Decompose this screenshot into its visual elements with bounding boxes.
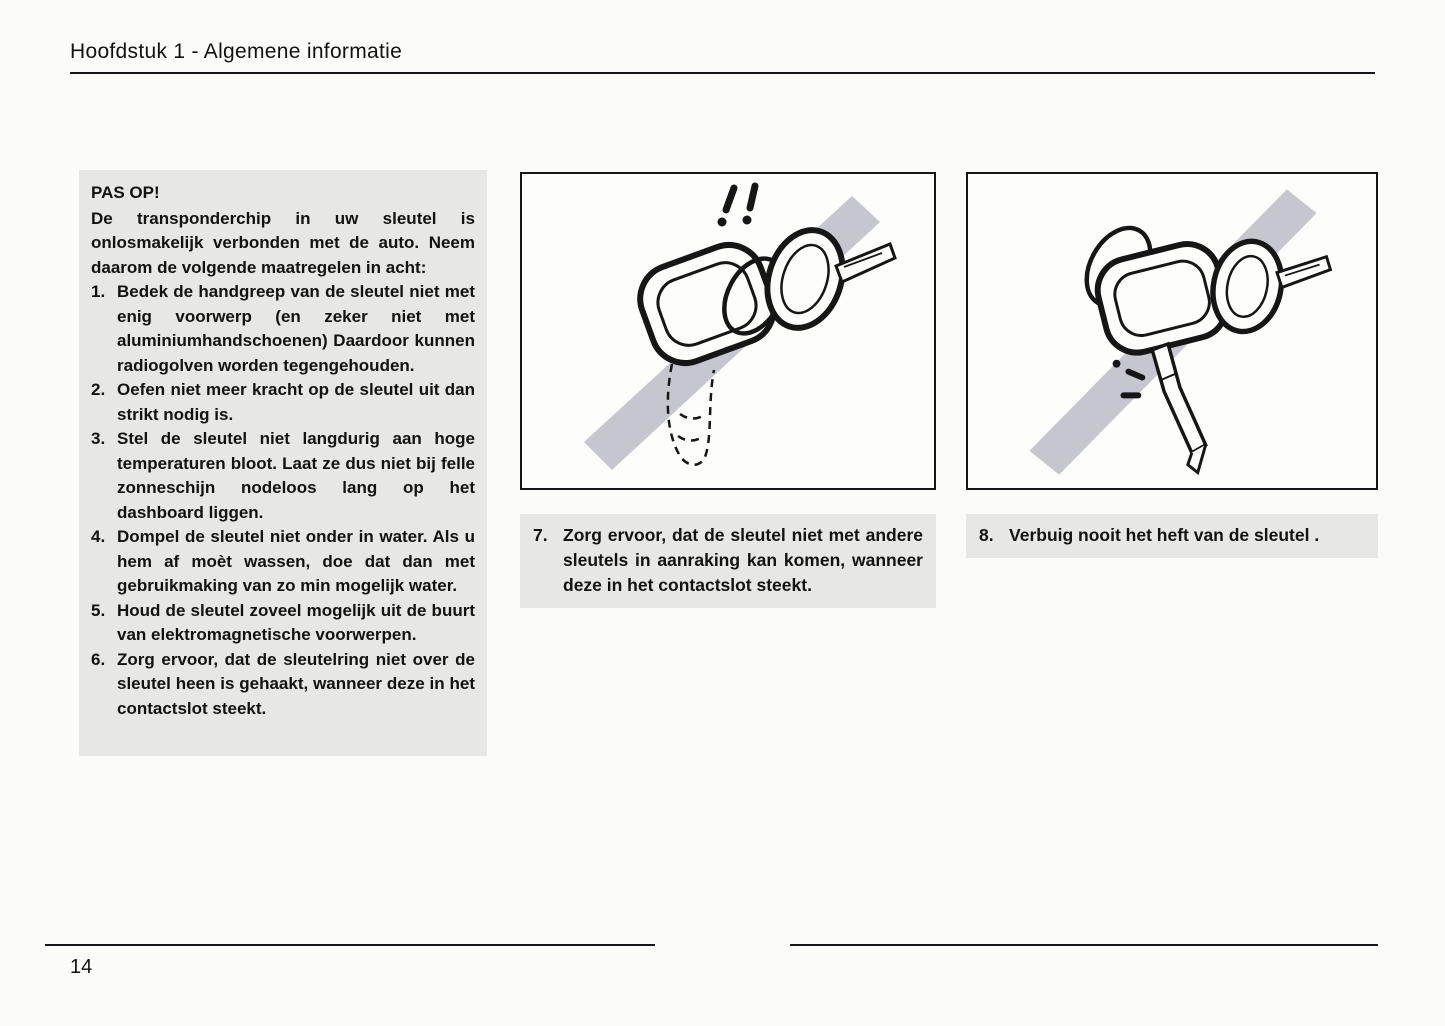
item-text: Bedek de handgreep van de sleutel niet met enig voorwerp (en zeker niet met aluminiumhandschoenen) Daardoor kunnen radiogolven worden tegengehouden. [117,282,475,375]
caption-number: 8. [979,525,994,545]
footer-rule-right [790,944,1378,946]
two-keys-touching-warning-illustration [522,174,934,488]
header-rule [70,72,1375,74]
warning-item [91,378,475,427]
figure-8-frame [966,172,1378,490]
warning-box [79,170,487,756]
figure-8-caption [966,514,1378,558]
bent-key-warning-illustration [968,174,1376,488]
warning-list [91,280,475,721]
warning-item [91,280,475,378]
item-number: 3. [91,429,106,448]
item-number: 2. [91,380,106,399]
caption-number: 7. [533,525,548,545]
figure-7-frame [520,172,936,490]
warning-intro: De transponderchip in uw sleutel is onlosmakelijk verbonden met de auto. Neem daarom de volgende maatregelen in acht: [91,208,475,277]
page-number: 14 [70,956,93,978]
item-text: Oefen niet meer kracht op de sleutel uit dan strikt nodig is. [117,380,475,424]
footer-rule-left [45,944,655,946]
item-text: Zorg ervoor, dat de sleutelring niet over de sleutel heen is gehaakt, wanneer deze in het contactslot steekt. [117,649,475,718]
page-title: Hoofdstuk 1 - Algemene informatie [70,40,403,63]
item-number: 4. [91,527,106,546]
caption-text: Verbuig nooit het heft van de sleutel . [1009,525,1320,545]
item-text: Dompel de sleutel niet onder in water. Als u hem af moèt wassen, doe dat dan met gebruikmaking van zo min mogelijk water. [117,527,475,595]
item-text: Houd de sleutel zoveel mogelijk uit de buurt van elektromagnetische voorwerpen. [117,600,475,644]
item-number: 5. [91,600,106,620]
figure-7-caption [520,514,936,608]
warning-item [91,648,475,722]
warning-item [91,599,475,648]
warning-title: PAS OP! [91,183,160,202]
warning-item [91,427,475,525]
caption-text: Zorg ervoor, dat de sleutel niet met andere sleutels in aanraking kan komen, wanneer deze in het contactslot steekt. [563,525,923,595]
item-number: 6. [91,649,106,669]
item-text: Stel de sleutel niet langdurig aan hoge temperaturen bloot. Laat ze dus niet bij felle zonneschijn nodeloos lang op het dashboard liggen. [117,429,475,522]
item-number: 1. [91,282,106,301]
warning-item [91,525,475,599]
